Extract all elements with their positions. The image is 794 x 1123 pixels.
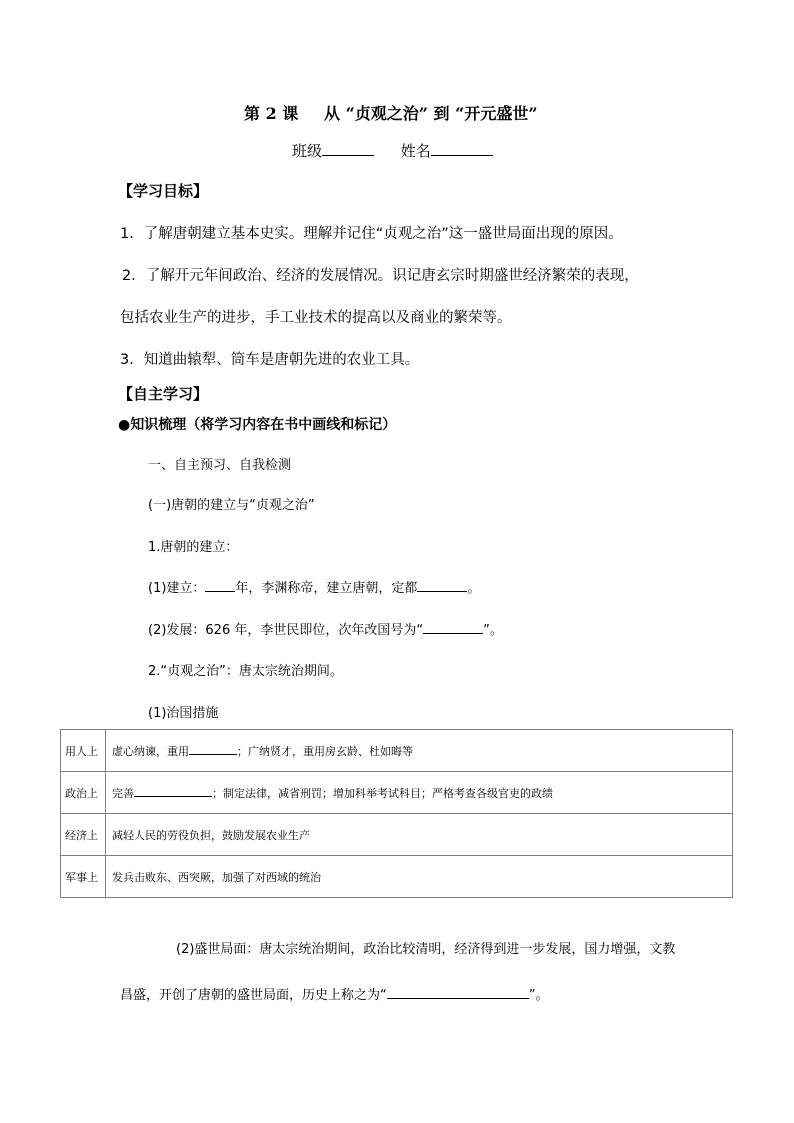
row-value (106, 814, 733, 856)
goal-item: 3．知道曲辕犁、筒车是唐朝先进的农业工具。 (120, 352, 420, 368)
table-row (61, 856, 733, 898)
class-label: 班级 (292, 142, 323, 160)
row-value (106, 730, 733, 772)
row-key: 用人上 (61, 730, 106, 772)
row-key: 政治上 (61, 772, 106, 814)
item-heading: 2.“贞观之治”：唐太宗统治期间。 (148, 664, 343, 679)
fill-blank[interactable] (189, 743, 237, 755)
item-heading: 1.唐朝的建立： (148, 540, 239, 555)
subsection-heading: (一)唐朝的建立与“贞观之治” (148, 498, 315, 513)
founding-year-blank[interactable] (205, 578, 235, 592)
name-label: 姓名 (400, 142, 431, 160)
prosperity-line: (2)盛世局面：唐太宗统治期间，政治比较清明，经济得到进一步发展，国力增强，文教 (176, 942, 676, 957)
prosperity-line-2 (120, 984, 549, 1003)
founding-end: 。 (467, 581, 481, 596)
name-blank[interactable] (431, 140, 493, 156)
goal-item: 包括农业生产的进步，手工业技术的提高以及商业的繁荣等。 (120, 310, 512, 326)
lesson-title: 从 “贞观之治” 到 “开元盛世” (324, 104, 538, 123)
row-value (106, 772, 733, 814)
row-text: 完善 (112, 786, 134, 800)
goals-heading: 【学习目标】 (118, 182, 209, 200)
row-text: 发兵击败东、西突厥，加强了对西域的统治 (112, 870, 321, 884)
class-name-line (292, 140, 493, 161)
prosperity-end: ”。 (528, 988, 549, 1003)
founding-label: (1)建立： (148, 581, 206, 596)
fill-blank[interactable] (134, 785, 212, 797)
subsection-heading: 一、自主预习、自我检测 (148, 458, 292, 473)
row-text: ；制定法律，减省刑罚；增加科举考试科目；严格考查各级官吏的政绩 (212, 786, 553, 800)
prosperity-blank[interactable] (387, 985, 529, 999)
table-row (61, 730, 733, 772)
development-line (148, 619, 503, 638)
row-text: 虚心纳谏，重用 (112, 744, 189, 758)
founding-text: 年，李渊称帝，建立唐朝，定都 (235, 581, 418, 596)
row-text: ；广纳贤才，重用房玄龄、杜如晦等 (237, 744, 413, 758)
goal-item: 2．了解开元年间政治、经济的发展情况。识记唐玄宗时期盛世经济繁荣的表现， (122, 268, 639, 284)
row-key: 经济上 (61, 814, 106, 856)
table-row (61, 814, 733, 856)
item-subheading: (1)治国措施 (148, 706, 219, 721)
lesson-number: 第 2 课 (244, 104, 299, 123)
founding-line (148, 577, 480, 596)
self-study-heading: 【自主学习】 (118, 385, 209, 403)
prosperity-text: 昌盛，开创了唐朝的盛世局面，历史上称之为“ (120, 988, 387, 1003)
capital-blank[interactable] (417, 578, 467, 592)
row-key: 军事上 (61, 856, 106, 898)
governance-measures-table (60, 729, 733, 898)
development-end: ”。 (483, 623, 503, 638)
class-blank[interactable] (322, 140, 374, 156)
row-text: 减轻人民的劳役负担，鼓励发展农业生产 (112, 828, 310, 842)
knowledge-heading: ●知识梳理（将学习内容在书中画线和标记） (118, 417, 397, 433)
goal-item: 1．了解唐朝建立基本史实。理解并记住“贞观之治”这一盛世局面出现的原因。 (120, 226, 623, 242)
development-text: (2)发展：626 年，李世民即位，次年改国号为“ (148, 623, 424, 638)
era-name-blank[interactable] (423, 620, 483, 634)
table-row (61, 772, 733, 814)
row-value (106, 856, 733, 898)
